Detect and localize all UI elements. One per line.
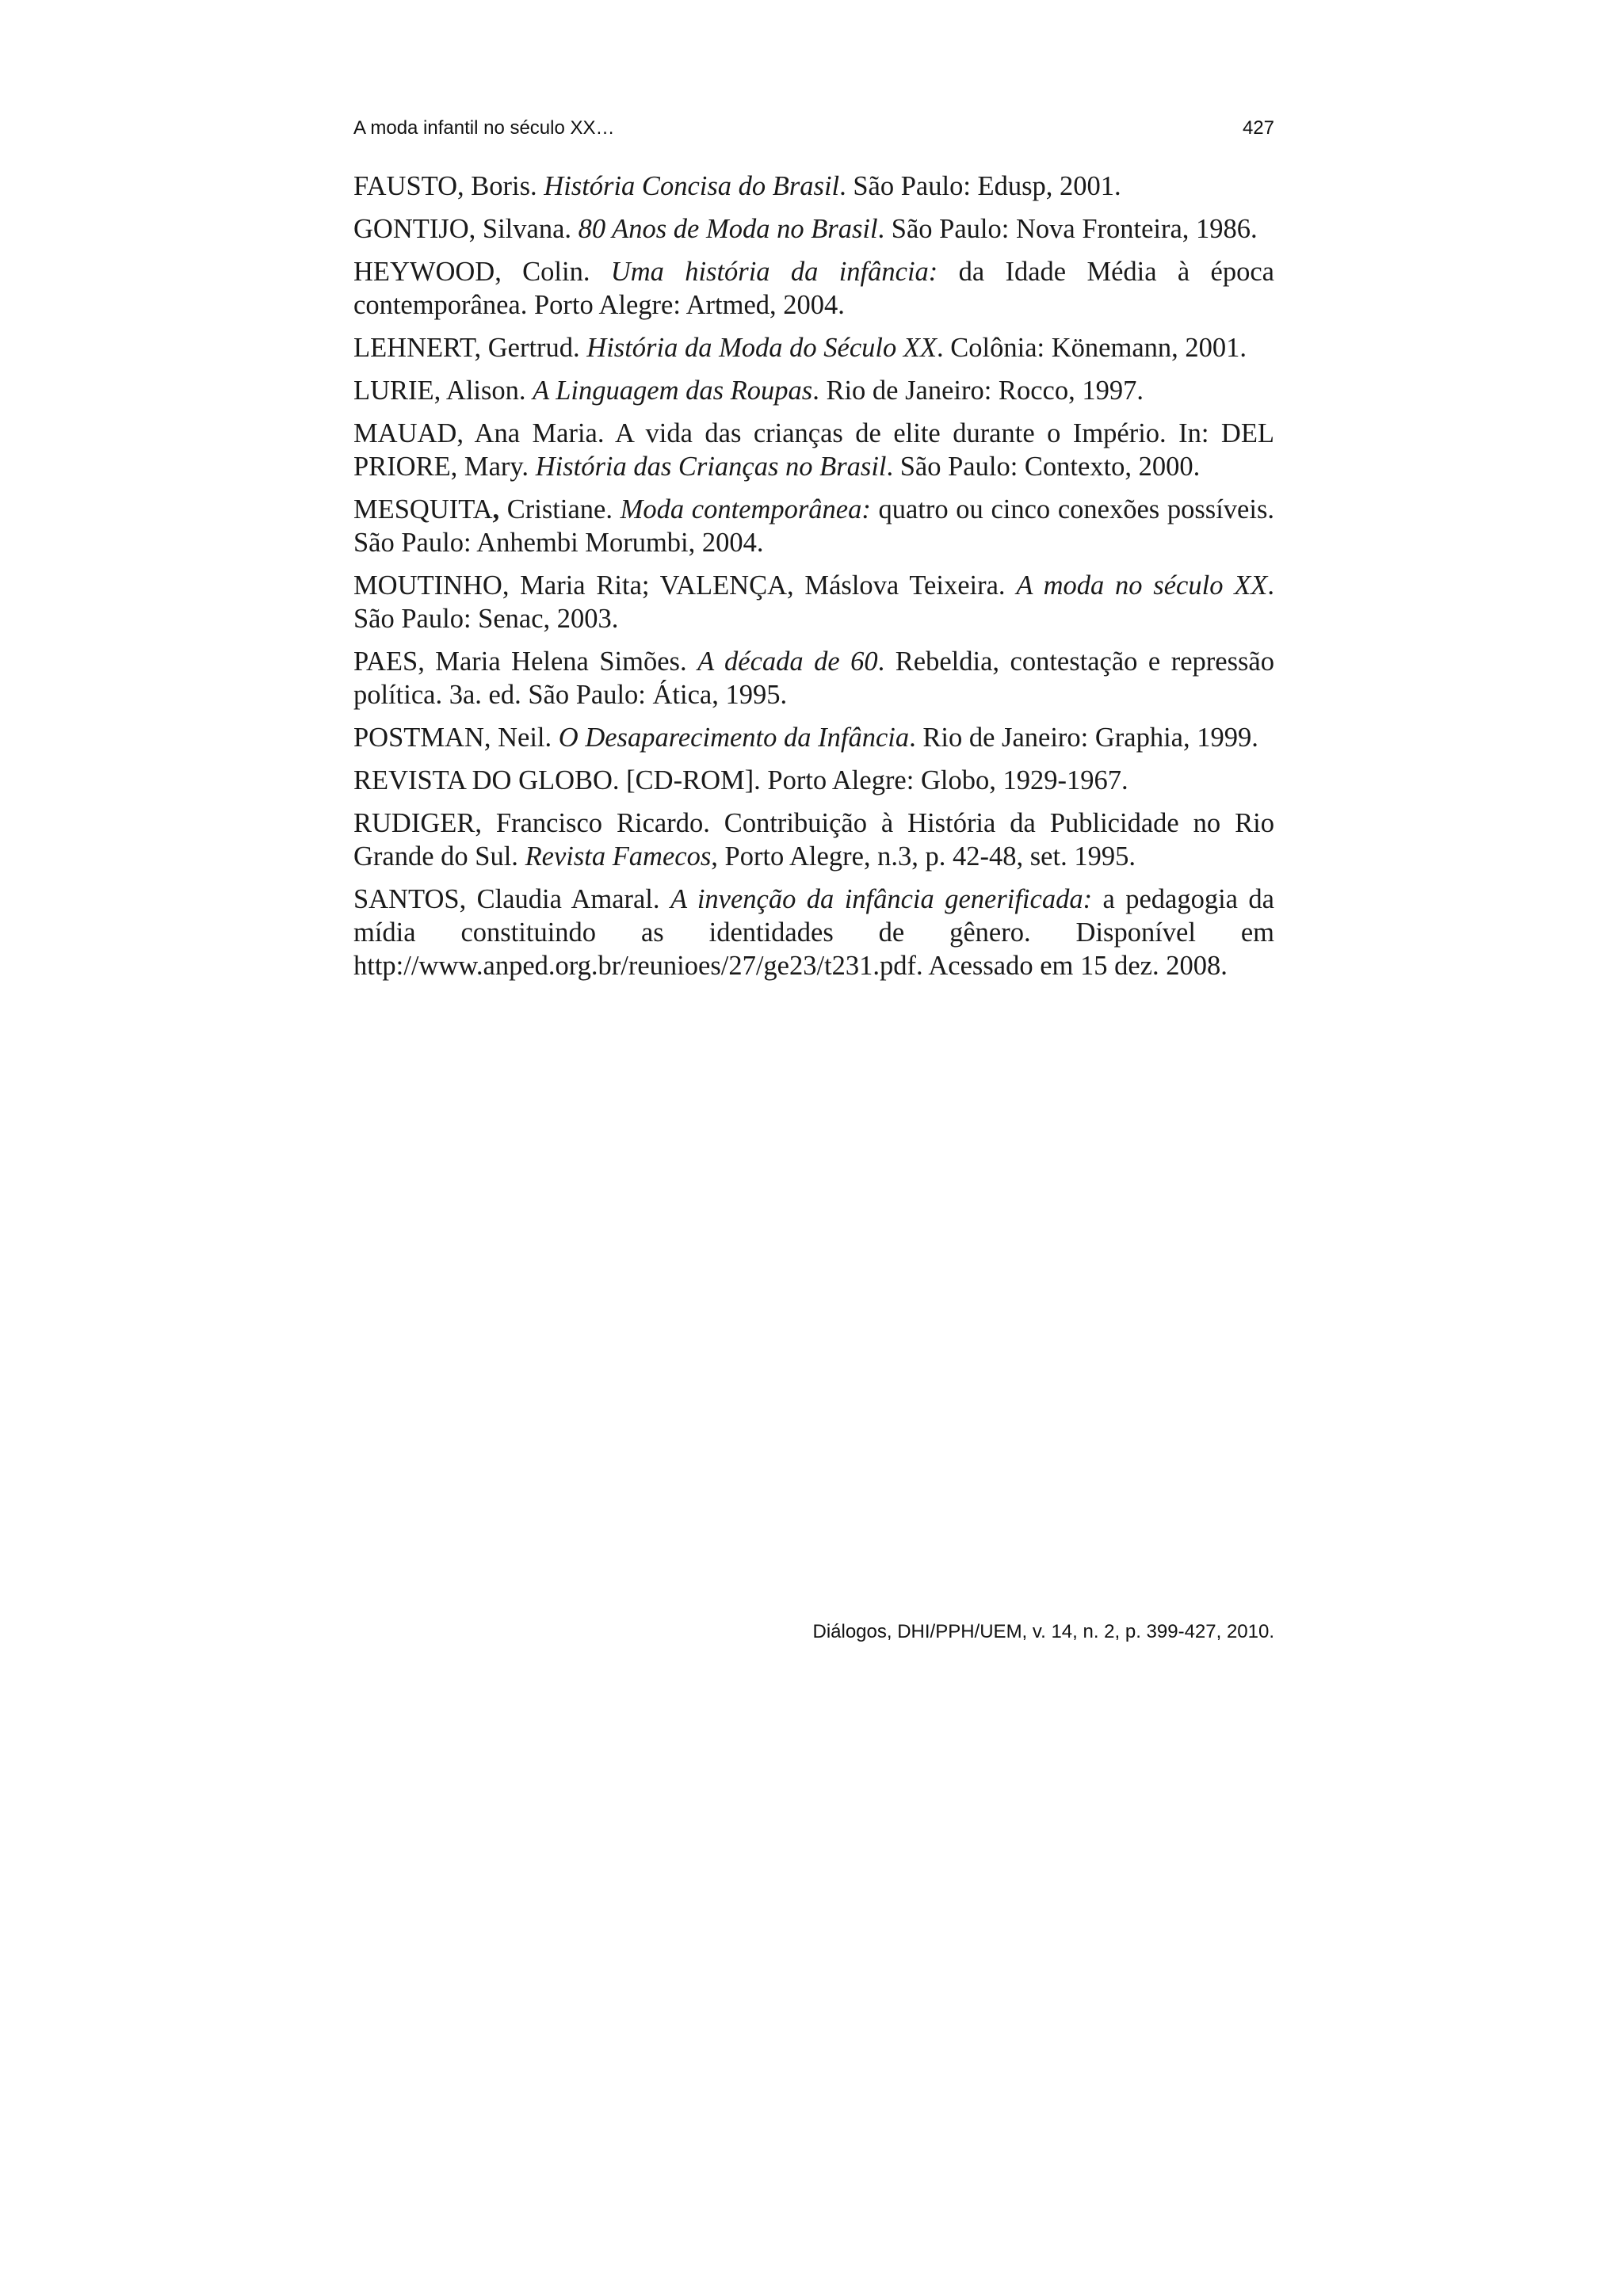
reference-text: . Colônia: Könemann, 2001. xyxy=(937,333,1247,363)
reference-entry xyxy=(353,807,1274,873)
reference-entry xyxy=(353,417,1274,483)
reference-text: . São Paulo: Contexto, 2000. xyxy=(886,452,1201,482)
reference-text: . Rebeldia, contestação e repressão política. 3a. ed. São Paulo: Ática, 1995. xyxy=(353,646,1274,710)
page-number: 427 xyxy=(1242,117,1274,139)
reference-title: A década de 60 xyxy=(697,646,878,677)
reference-entry xyxy=(353,212,1274,246)
reference-punctuation: , xyxy=(492,494,500,524)
reference-text: SANTOS, Claudia Amaral. xyxy=(353,884,670,914)
reference-entry xyxy=(353,170,1274,203)
reference-text: FAUSTO, Boris. xyxy=(353,171,544,201)
reference-entry xyxy=(353,569,1274,635)
reference-title: A invenção da infância generificada: xyxy=(670,884,1093,914)
reference-text: . Rio de Janeiro: Rocco, 1997. xyxy=(812,376,1144,406)
reference-text: REVISTA DO GLOBO. [CD-ROM]. Porto Alegre: Globo, 1929-1967. xyxy=(353,765,1128,795)
reference-text: . São Paulo: Nova Fronteira, 1986. xyxy=(877,214,1258,244)
reference-entry xyxy=(353,331,1274,364)
reference-text: POSTMAN, Neil. xyxy=(353,723,559,753)
reference-text: . São Paulo: Senac, 2003. xyxy=(353,570,1275,634)
reference-text: LEHNERT, Gertrud. xyxy=(353,333,587,363)
reference-text: LURIE, Alison. xyxy=(353,376,533,406)
reference-text: GONTIJO, Silvana. xyxy=(353,214,579,244)
running-header xyxy=(353,113,1274,144)
reference-text: . São Paulo: Edusp, 2001. xyxy=(839,171,1121,201)
reference-entry xyxy=(353,883,1274,982)
reference-text: Cristiane. xyxy=(499,494,621,524)
reference-title: História das Crianças no Brasil xyxy=(535,452,887,482)
reference-title: A Linguagem das Roupas xyxy=(533,376,813,406)
reference-title: Uma história da infância: xyxy=(610,257,938,287)
reference-title: O Desaparecimento da Infância xyxy=(558,723,910,753)
reference-text: . Rio de Janeiro: Graphia, 1999. xyxy=(909,723,1258,753)
reference-text: a pedagogia da mídia constituindo as identidades de gênero. Disponível em http://www.anped.org.br/reunioes/27/ge23/t231.pdf. Acessado em 15 dez. 2008. xyxy=(353,884,1274,981)
reference-text: PAES, Maria Helena Simões. xyxy=(353,646,698,677)
reference-entry xyxy=(353,493,1274,559)
reference-title: História Concisa do Brasil xyxy=(544,171,840,201)
reference-title: A moda no século XX xyxy=(1016,570,1268,601)
reference-title: 80 Anos de Moda no Brasil xyxy=(578,214,878,244)
reference-text: HEYWOOD, Colin. xyxy=(353,257,611,287)
reference-text: MESQUITA xyxy=(353,494,493,524)
reference-entry xyxy=(353,721,1274,754)
running-footer: Diálogos, DHI/PPH/UEM, v. 14, n. 2, p. 399-427, 2010. xyxy=(812,1621,1274,1642)
reference-text: MOUTINHO, Maria Rita; VALENÇA, Máslova Teixeira. xyxy=(353,570,1017,601)
reference-entry xyxy=(353,764,1274,797)
reference-title: Moda contemporânea: xyxy=(620,494,871,524)
reference-list xyxy=(353,170,1274,992)
reference-text: RUDIGER, Francisco Ricardo. Contribuição à História da Publicidade no Rio Grande do Sul. xyxy=(353,808,1274,871)
reference-entry xyxy=(353,645,1274,711)
reference-text: quatro ou cinco conexões possíveis. São Paulo: Anhembi Morumbi, 2004. xyxy=(353,494,1274,558)
reference-title: História da Moda do Século XX xyxy=(586,333,938,363)
reference-text: da Idade Média à época contemporânea. Porto Alegre: Artmed, 2004. xyxy=(353,257,1274,320)
reference-title: Revista Famecos xyxy=(525,841,712,871)
running-header-title: A moda infantil no século XX… xyxy=(353,117,615,139)
reference-text: , Porto Alegre, n.3, p. 42-48, set. 1995. xyxy=(711,841,1136,871)
reference-text: MAUAD, Ana Maria. A vida das crianças de elite durante o Império. In: DEL PRIORE, Mary. xyxy=(353,418,1274,482)
reference-entry xyxy=(353,374,1274,407)
reference-entry xyxy=(353,255,1274,322)
